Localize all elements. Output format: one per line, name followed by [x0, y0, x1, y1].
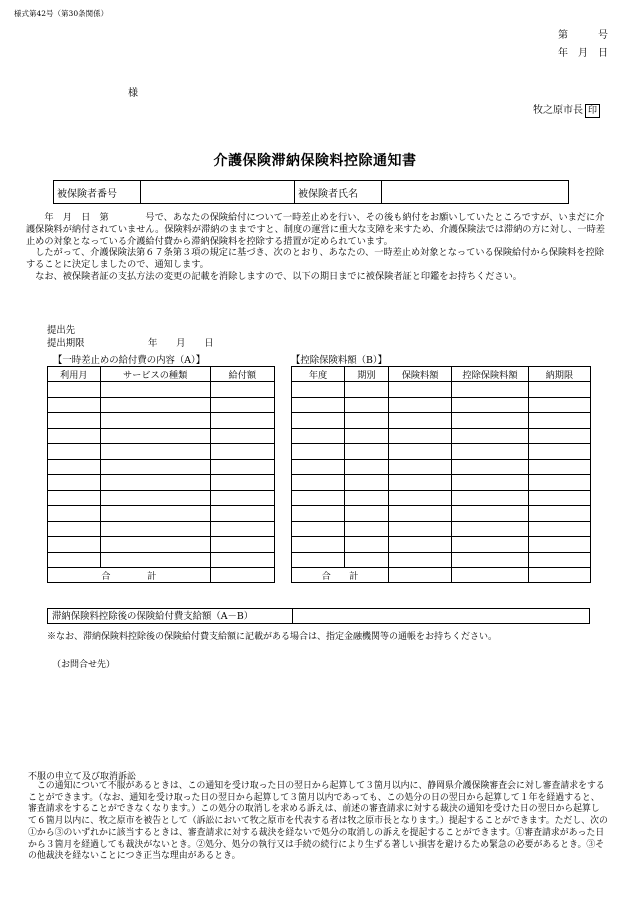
document-number-line: 第 号: [558, 30, 608, 41]
table-a-cell[interactable]: [210, 506, 274, 522]
table-b-row: [292, 459, 591, 475]
table-a-row: [48, 490, 275, 506]
date-line: 年 月 日: [558, 48, 608, 59]
table-a-cell[interactable]: [48, 397, 101, 413]
table-a-row: [48, 413, 275, 429]
table-a-row: [48, 475, 275, 491]
table-b-cell[interactable]: [528, 475, 590, 491]
table-a-total-label: 合 計: [48, 568, 211, 583]
table-b-cell[interactable]: [452, 552, 529, 568]
table-a-cell[interactable]: [100, 506, 210, 522]
table-b-cell[interactable]: [388, 382, 451, 398]
submit-place-label: 提出先: [47, 325, 76, 336]
table-b-cell[interactable]: [345, 537, 389, 553]
table-b-row: [292, 413, 591, 429]
table-a-row: [48, 444, 275, 460]
table-b-cell[interactable]: [345, 382, 389, 398]
insured-name-field[interactable]: [382, 181, 569, 204]
table-a-cell[interactable]: [210, 397, 274, 413]
table-b-cell[interactable]: [452, 444, 529, 460]
table-a-cell[interactable]: [100, 459, 210, 475]
table-b-cell[interactable]: [388, 506, 451, 522]
table-a-row: [48, 382, 275, 398]
table-a-cell[interactable]: [210, 521, 274, 537]
table-a-cell[interactable]: [48, 506, 101, 522]
table-a-cell[interactable]: [48, 382, 101, 398]
table-a-cell[interactable]: [48, 490, 101, 506]
appeal-notice: [28, 781, 608, 863]
submit-deadline-label: 提出期限: [47, 338, 85, 349]
table-a-row: [48, 552, 275, 568]
table-a-row: [48, 537, 275, 553]
table-b-row: [292, 537, 591, 553]
table-b-cell[interactable]: [345, 459, 389, 475]
table-b-cell[interactable]: [292, 490, 345, 506]
table-b-cell[interactable]: [292, 382, 345, 398]
table-a-cell[interactable]: [210, 444, 274, 460]
table-b-cell[interactable]: [345, 428, 389, 444]
table-b-cell[interactable]: [528, 444, 590, 460]
table-b-cell[interactable]: [292, 537, 345, 553]
table-b-cell[interactable]: [292, 413, 345, 429]
seal-mark: 印: [585, 104, 600, 118]
table-a-title: 【一時差止めの給付費の内容（A）】: [53, 355, 206, 366]
table-b-cell[interactable]: [452, 490, 529, 506]
table-b-row: [292, 397, 591, 413]
table-b-cell[interactable]: [452, 537, 529, 553]
table-b-cell[interactable]: [292, 475, 345, 491]
table-a-header: サービスの種類: [100, 367, 210, 382]
table-b-cell[interactable]: [388, 490, 451, 506]
table-b-header: 年度: [292, 367, 345, 382]
table-b-cell[interactable]: [345, 552, 389, 568]
table-a-cell[interactable]: [48, 444, 101, 460]
table-a-cell[interactable]: [100, 413, 210, 429]
table-a-cell[interactable]: [48, 537, 101, 553]
table-b-cell[interactable]: [345, 444, 389, 460]
table-b-cell[interactable]: [292, 506, 345, 522]
recipient-honorific: 様: [128, 88, 138, 99]
table-b-cell[interactable]: [528, 382, 590, 398]
table-b-cell[interactable]: [292, 552, 345, 568]
table-b-cell[interactable]: [452, 521, 529, 537]
table-a-cell[interactable]: [100, 490, 210, 506]
table-b-header: 納期限: [528, 367, 590, 382]
table-b-header: 保険料額: [388, 367, 451, 382]
table-a-cell[interactable]: [210, 459, 274, 475]
table-b-cell[interactable]: [528, 459, 590, 475]
after-deduction-divider: [292, 609, 293, 623]
body-paragraph-2: したがって、介護保険法第６７条第３項の規定に基づき、次のとおり、あなたの、一時差止め対象となっている保険給付から保険料を控除することに決定しましたので、通知します。: [26, 247, 604, 271]
body-paragraph-1: 年 月 日 第 号で、あなたの保険給付について一時差止めを行い、その後も納付をお願いしていたところですが、いまだに介護保険料が納付されていません。保険料が滞納のままですと、制度の運営に重大な支障を来すため、介護保険法では滞納の方に対し、一時差止めの対象となっている介護給付費から滞納保険料を控除する措置が定められています。: [26, 212, 605, 247]
after-deduction-box: [47, 608, 590, 624]
deducted-premium-table: [291, 366, 591, 583]
notice-body: [26, 212, 606, 283]
table-b-header: 期別: [345, 367, 389, 382]
table-a-cell[interactable]: [100, 475, 210, 491]
table-b-cell[interactable]: [528, 490, 590, 506]
table-a-row: [48, 397, 275, 413]
body-paragraph-3: なお、被保険者証の支払方法の変更の記載を消除しますので、以下の期日までに被保険者証と印鑑をお持ちください。: [35, 270, 522, 282]
table-b-total-premium[interactable]: [388, 568, 451, 583]
table-b-title: 【控除保険料額（B）】: [291, 355, 387, 366]
table-b-cell[interactable]: [388, 521, 451, 537]
table-a-header: 給付額: [210, 367, 274, 382]
table-b-cell[interactable]: [345, 490, 389, 506]
table-a-cell[interactable]: [210, 413, 274, 429]
table-a-cell[interactable]: [100, 397, 210, 413]
table-b-total-blank: [528, 568, 590, 583]
table-a-cell[interactable]: [210, 552, 274, 568]
table-a-cell[interactable]: [100, 521, 210, 537]
table-a-cell[interactable]: [210, 490, 274, 506]
table-b-cell[interactable]: [528, 521, 590, 537]
table-b-cell[interactable]: [292, 521, 345, 537]
table-b-cell[interactable]: [345, 413, 389, 429]
table-b-cell[interactable]: [452, 413, 529, 429]
table-a-row: [48, 506, 275, 522]
table-a-cell[interactable]: [48, 413, 101, 429]
table-a-cell[interactable]: [210, 382, 274, 398]
insured-info-box: [53, 180, 569, 204]
table-b-cell[interactable]: [388, 459, 451, 475]
table-b-cell[interactable]: [292, 428, 345, 444]
form-number: 様式第42号（第30条関係）: [14, 9, 109, 18]
table-b-cell[interactable]: [528, 552, 590, 568]
table-b-cell[interactable]: [452, 475, 529, 491]
table-b-cell[interactable]: [345, 475, 389, 491]
table-b-cell[interactable]: [345, 506, 389, 522]
table-b-row: [292, 475, 591, 491]
table-b-cell[interactable]: [388, 397, 451, 413]
table-b-row: [292, 444, 591, 460]
passbook-note: ※なお、滞納保険料控除後の保険給付費支給額に記載がある場合は、指定金融機関等の通帳をお持ちください。: [47, 632, 498, 642]
insured-number-label: 被保険者番号: [54, 181, 141, 204]
insured-number-field[interactable]: [141, 181, 295, 204]
table-a-cell[interactable]: [210, 475, 274, 491]
table-a-cell[interactable]: [48, 521, 101, 537]
table-a-total-value[interactable]: [210, 568, 274, 583]
table-b-total-label: 合 計: [292, 568, 389, 583]
table-b-cell[interactable]: [388, 428, 451, 444]
issuer: [533, 101, 600, 118]
table-a-cell[interactable]: [210, 537, 274, 553]
table-b-cell[interactable]: [452, 459, 529, 475]
table-b-row: [292, 506, 591, 522]
appeal-text: この通知について不服があるときは、この通知を受け取った日の翌日から起算して３箇月以内に、静岡県介護保険審査会に対し審査請求をすることができます。（なお、通知を受け取った日の翌日から起算して３箇月以内であっても、この処分の日の翌日から起算して１年を経過すると、審査請求をすることができなくなります。）この処分の取消しを求める訴えは、前述の審査請求に対する裁決の通知を受けた日の翌日から起算して６箇月以内に、牧之原市を被告として（訴訟において牧之原市を代表する者は牧之原市長となります。）提起することができます。ただし、次の①から③のいずれかに該当するときは、審査請求に対する裁決を経ないで処分の取消しの訴えを提起することができます。①審査請求があった日から３箇月を経過しても裁決がないとき。②処分、処分の執行又は手続の続行により生ずる著しい損害を避けるため緊急の必要があるとき。③その他裁決を経ないことにつき正当な理由があるとき。: [28, 781, 608, 862]
table-b-total-deducted[interactable]: [452, 568, 529, 583]
table-b-row: [292, 382, 591, 398]
table-b-cell[interactable]: [388, 444, 451, 460]
table-b-header: 控除保険料額: [452, 367, 529, 382]
table-b-row: [292, 552, 591, 568]
table-a-cell[interactable]: [100, 444, 210, 460]
table-b-cell[interactable]: [528, 397, 590, 413]
table-b-cell[interactable]: [452, 506, 529, 522]
table-b-cell[interactable]: [388, 537, 451, 553]
table-a-cell[interactable]: [100, 428, 210, 444]
table-b-row: [292, 428, 591, 444]
table-b-row: [292, 521, 591, 537]
submit-deadline-date: 年 月 日: [148, 338, 214, 349]
page-title: 介護保険滞納保険料控除通知書: [213, 153, 417, 169]
table-a-cell[interactable]: [100, 537, 210, 553]
mayor-title: 牧之原市長: [532, 105, 583, 116]
table-b-cell[interactable]: [345, 397, 389, 413]
table-a-cell[interactable]: [48, 552, 101, 568]
table-b-cell[interactable]: [452, 428, 529, 444]
table-a-cell[interactable]: [100, 382, 210, 398]
table-a-cell[interactable]: [48, 475, 101, 491]
table-b-cell[interactable]: [388, 475, 451, 491]
table-a-cell[interactable]: [210, 428, 274, 444]
table-b-cell[interactable]: [388, 413, 451, 429]
withheld-benefit-table: [47, 366, 275, 583]
table-b-row: [292, 490, 591, 506]
table-b-cell[interactable]: [345, 521, 389, 537]
after-deduction-label: 滞納保険料控除後の保険給付費支給額（A－B）: [52, 611, 254, 622]
table-a-cell[interactable]: [100, 552, 210, 568]
table-a-header: 利用月: [48, 367, 101, 382]
inquiry-label: （お問合せ先）: [52, 660, 116, 670]
table-b-cell[interactable]: [528, 428, 590, 444]
table-a-row: [48, 521, 275, 537]
table-b-cell[interactable]: [528, 413, 590, 429]
table-b-cell[interactable]: [528, 506, 590, 522]
table-b-cell[interactable]: [292, 397, 345, 413]
table-b-cell[interactable]: [292, 459, 345, 475]
table-b-cell[interactable]: [528, 537, 590, 553]
table-b-cell[interactable]: [452, 397, 529, 413]
table-a-row: [48, 459, 275, 475]
table-b-cell[interactable]: [452, 382, 529, 398]
table-b-cell[interactable]: [292, 444, 345, 460]
table-a-row: [48, 428, 275, 444]
insured-name-label: 被保険者氏名: [295, 181, 382, 204]
table-a-cell[interactable]: [48, 459, 101, 475]
table-b-cell[interactable]: [388, 552, 451, 568]
table-a-cell[interactable]: [48, 428, 101, 444]
appeal-heading: 不服の申立て及び取消訴訟: [28, 772, 137, 782]
